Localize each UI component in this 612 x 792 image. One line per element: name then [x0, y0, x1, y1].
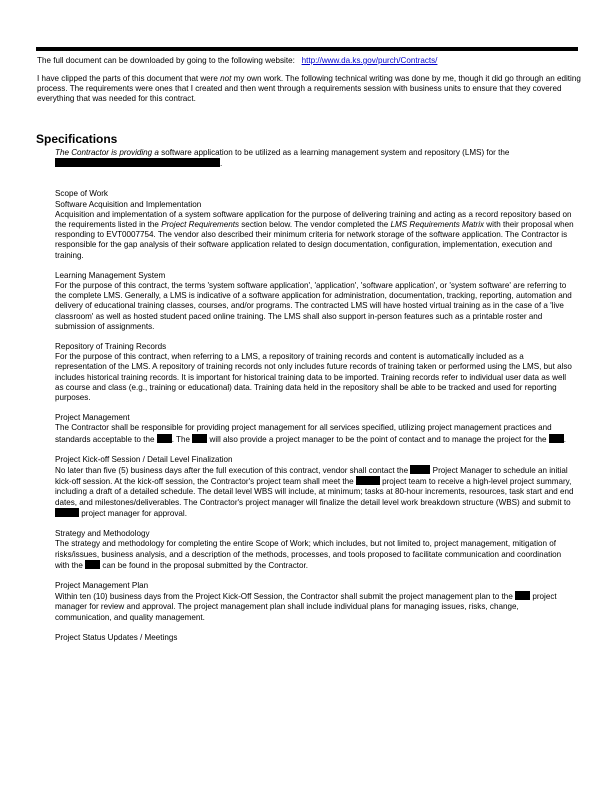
scope-section [55, 189, 575, 260]
redacted-block [157, 434, 172, 443]
redacted-block [410, 465, 430, 474]
plan-title: Project Management Plan [55, 580, 149, 590]
scope-title: Scope of Work [55, 189, 108, 199]
clip-note-emphasis: not [220, 74, 232, 83]
redacted-block [85, 560, 100, 569]
top-rule [36, 47, 578, 51]
clip-note: I have clipped the parts of this document that were not my own work. The following technical writing was done by me, though it did go through an editing process. The requirements were ones that I created and then went through a requirements session with business units to ensure that they covered everything that was needed for this contract. [37, 74, 581, 103]
repository-title: Repository of Training Records [55, 342, 167, 352]
repository-section [55, 342, 575, 403]
lms-section [55, 271, 575, 332]
intro-block [37, 56, 582, 104]
pm-section [55, 413, 575, 445]
download-line [37, 56, 582, 66]
spec-intro: The Contractor is providing a software application to be utilized as a learning management system and repository (LMS) for the . [55, 148, 510, 169]
spec-content [55, 148, 575, 653]
lms-body: For the purpose of this contract, the terms 'system software application', 'application', 'software application', or 'system software' are referring to the complete LMS. Generally, a LMS is indicative of a software application for administration, documentation, tracking, reporting, automation and delivery of educational training classes, courses, and/or programs. The contracted LMS will have hosted virtual training as in the case of a 'live classroom' as well as hosted student paced online training. The LMS shall also support in-person features such as a printable roster and submission of assignments. [55, 281, 572, 331]
redacted-block [192, 434, 207, 443]
pm-body: The Contractor shall be responsible for providing project management for all services specified, utilizing project management practices and standards acceptable to the . The will also provide a project manager to be the point of contact and to manage the project for the . [55, 423, 566, 444]
redacted-block [55, 158, 220, 167]
repository-body: For the purpose of this contract, when referring to a LMS, a repository of training records and content is automatically included as a representation of the LMS. A repository of training records not only includes future records of training taken or performed using the LMS, but also includes historical training records. It is important for historical training data to be imported. Training records refer to individual user data as well as course and class (e.g., training or educational) data. Training data held in the repository shall be able to be tracked and used for reporting purposes. [55, 352, 572, 403]
strategy-title: Strategy and Methodology [55, 529, 150, 539]
kickoff-section [55, 455, 575, 519]
download-link[interactable]: http://www.da.ks.gov/purch/Contracts/ [301, 56, 438, 65]
strategy-body: The strategy and methodology for completing the entire Scope of Work; which includes, but not limited to, project management, mitigation of risks/issues, business analysis, and a description of the methods, processes, and tools proposed to facilitate communication and coordination with the can be found in the proposal submitted by the Contractor. [55, 539, 562, 570]
redacted-block [549, 434, 564, 443]
section-heading: Specifications [36, 132, 118, 146]
redacted-block [55, 508, 79, 517]
lms-title: Learning Management System [55, 270, 166, 280]
download-text: The full document can be downloaded by going to the following website: [37, 56, 295, 65]
strategy-section [55, 529, 575, 571]
redacted-block [356, 476, 380, 485]
status-title: Project Status Updates / Meetings [55, 632, 178, 642]
plan-section [55, 581, 575, 623]
scope-subtitle: Software Acquisition and Implementation [55, 199, 202, 209]
pm-title: Project Management [55, 413, 130, 423]
plan-body: Within ten (10) business days from the Project Kick-Off Session, the Contractor shall submit the project management plan to the project manager for review and approval. The project management plan shall include individual plans for managing issues, risks, change, communication, and quality management. [55, 592, 557, 622]
redacted-block [515, 591, 530, 600]
kickoff-body: No later than five (5) business days after the full execution of this contract, vendor shall contact the Project Manager to schedule an initial kick-off session. At the kick-off session, the Contractor's project team shall meet the project team to receive a high-level project summary, including a draft of a detailed schedule. The detail level WBS will include, at minimum; tasks at 80-hour increments, resources, task start and end dates, and milestones/deliverables. The Contractor's project manager will finalize the detail level work breakdown structure (WBS) and submit to project manager for approval. [55, 466, 574, 518]
scope-body: Acquisition and implementation of a system software application for the purpose of delivering training and acting as a record repository based on the requirements listed in the Project Requirements section below. The vendor completed the LMS Requirements Matrix with their proposal when responding to EVT0007754. The vendor also described their minimum criteria for network storage of the software application. The Contractor is responsible for the gap analysis of their software application related to design documentation, configuration, implementation, execution and training. [55, 209, 574, 260]
status-section [55, 633, 575, 643]
kickoff-title: Project Kick-off Session / Detail Level Finalization [55, 454, 233, 464]
